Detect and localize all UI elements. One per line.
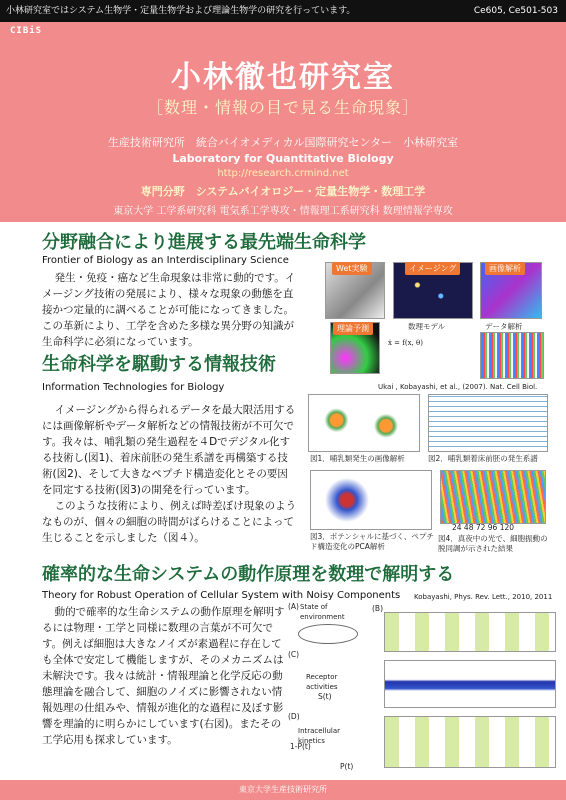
section2-subtitle: Information Technologies for Biology [42, 382, 225, 393]
figure3-pca-plot [310, 470, 432, 530]
figure0-citation: Ukai , Kobayashi, et al., (2007). Nat. Cell Biol. [378, 383, 538, 391]
data-analysis-plot [480, 332, 544, 379]
theory-label: 理論予測 [333, 322, 373, 335]
top-bar-text: 小林研究室ではシステム生物学・定量生物学および理論生物学の研究を行っています。 [6, 6, 356, 16]
model-label: 数理モデル [408, 322, 446, 331]
environment-timeseries [384, 612, 556, 652]
panel-b-label: (B) [372, 604, 383, 613]
figure1-caption: 図1．哺乳類発生の画像解析 [310, 454, 405, 463]
panel-d-label: (D) [288, 712, 300, 721]
section1-paragraph: 発生・免疫・癌など生命現象は非常に動的です。イメージング技術の発展により、様々な現象の動態を直接かつ定量的に調べることが可能になってきました。この革新により、工学を含めた多様な異分野の知識が生命科学に必須になっています。 [42, 272, 296, 348]
figure3-caption: 図3．ポテンシャルに基づく、ペプチド構造変化のPCA解析 [310, 532, 434, 551]
figure2-lineage-tree [428, 394, 548, 452]
lab-url-link[interactable]: http://research.crmind.net [217, 168, 349, 179]
section3-paragraph: 動的で確率的な生命システムの動作原理を解明するには物理・工学と同様に数理の言葉が不可欠です。例えば細胞は大きなノイズが素過程に存在しても全体で安定して機能しますが、そのメカニズムは未解決です。我々は統計・情報理論と化学反応の動態理論を融合して、細胞のノイズに影響されない情報処理の仕組みや、情報が進化的な過程に及ぼす影響を理論的に明らかにしています(右図)。またその工学応用も探求しています。 [42, 606, 285, 746]
figure4-caption: 図4．真夜中の光で、細胞振動の脱同調が示された結果 [438, 534, 548, 553]
figure5-diagram [288, 602, 366, 777]
kinetics-timeseries [384, 716, 556, 768]
section3-body [42, 604, 286, 748]
lab-english-name: Laboratory for Quantitative Biology [172, 152, 394, 165]
section3-title: 確率的な生命システムの動作原理を数理で解明する [42, 564, 455, 585]
figure4-oscillation-plot [440, 470, 546, 524]
st-label: S(t) [318, 692, 332, 701]
intracellular-label: Intracellular kinetics [298, 727, 341, 745]
section1-subtitle: Frontier of Biology as an Interdisciplinary Science [42, 255, 289, 266]
wet-label: Wet実験 [332, 262, 372, 275]
model-equation-text: ẋ = f(x, θ) [388, 339, 423, 347]
footer-bar: 東京大学生産技術研究所 [0, 780, 566, 800]
lab-title: 小林徹也研究室 [171, 60, 395, 95]
state-switch-shape [298, 624, 358, 644]
panel-c-label: (C) [288, 650, 300, 659]
section1-title: 分野融合により進展する最先端生命科学 [42, 232, 366, 253]
one-minus-p-label: 1-P(t) [290, 742, 311, 751]
cibis-badge: CIBiS [10, 26, 43, 36]
state-env-label: State of environment [300, 603, 345, 621]
section1-body [42, 270, 298, 350]
research-field: 専門分野 システムバイオロジー・定量生物学・数理工学 [140, 185, 426, 198]
university-affiliation: 東京大学 工学系研究科 電気系工学専攻・情報理工系研究科 数理情報学専攻 [113, 206, 453, 217]
receptor-label: Receptor activities [306, 673, 338, 691]
section2-paragraph2: このような技術により、例えば時差ぼけ現象のようなものが、個々の細胞の時間がばらけることによって生じることを示しました（図４）。 [42, 500, 297, 544]
affiliation: 生産技術研究所 統合バイオメディカル国際研究センター 小林研究室 [107, 136, 459, 149]
data-label: データ解析 [485, 322, 523, 331]
pt-label: P(t) [340, 762, 354, 771]
figure1-image [308, 394, 420, 452]
section2-paragraph1: イメージングから得られるデータを最大限活用するには画像解析やデータ解析などの情報技術が不可欠です。我々は、哺乳類の発生過程を４Dでデジタル化する技術し(図1)、着床前胚の発生系譜を再構築する技術(図2)、そして大きなペプチド構造変化とその要因を同定する技術(図3)の開発を行っています。 [42, 404, 296, 496]
section3-subtitle: Theory for Robust Operation of Cellular System with Noisy Components [42, 590, 401, 601]
imaging-label: イメージング [405, 262, 460, 275]
section2-title: 生命科学を駆動する情報技術 [42, 354, 276, 375]
section2-body [42, 402, 298, 546]
panel-a-label: (A) [288, 602, 299, 611]
lab-subtitle: ［数理・情報の目で見る生命現象］ [146, 98, 419, 117]
figure5-citation: Kobayashi, Phys. Rev. Lett., 2010, 2011 [414, 593, 553, 601]
image-analysis-label: 画像解析 [485, 262, 525, 275]
figure2-caption: 図2．哺乳類着床前胚の発生系譜 [428, 454, 538, 463]
room-numbers: Ce605, Ce501-503 [473, 6, 558, 16]
top-bar [0, 0, 566, 22]
receptor-timeseries [384, 660, 556, 708]
header-banner [0, 22, 566, 222]
figure4-ticks: 24 48 72 96 120 [452, 523, 515, 532]
